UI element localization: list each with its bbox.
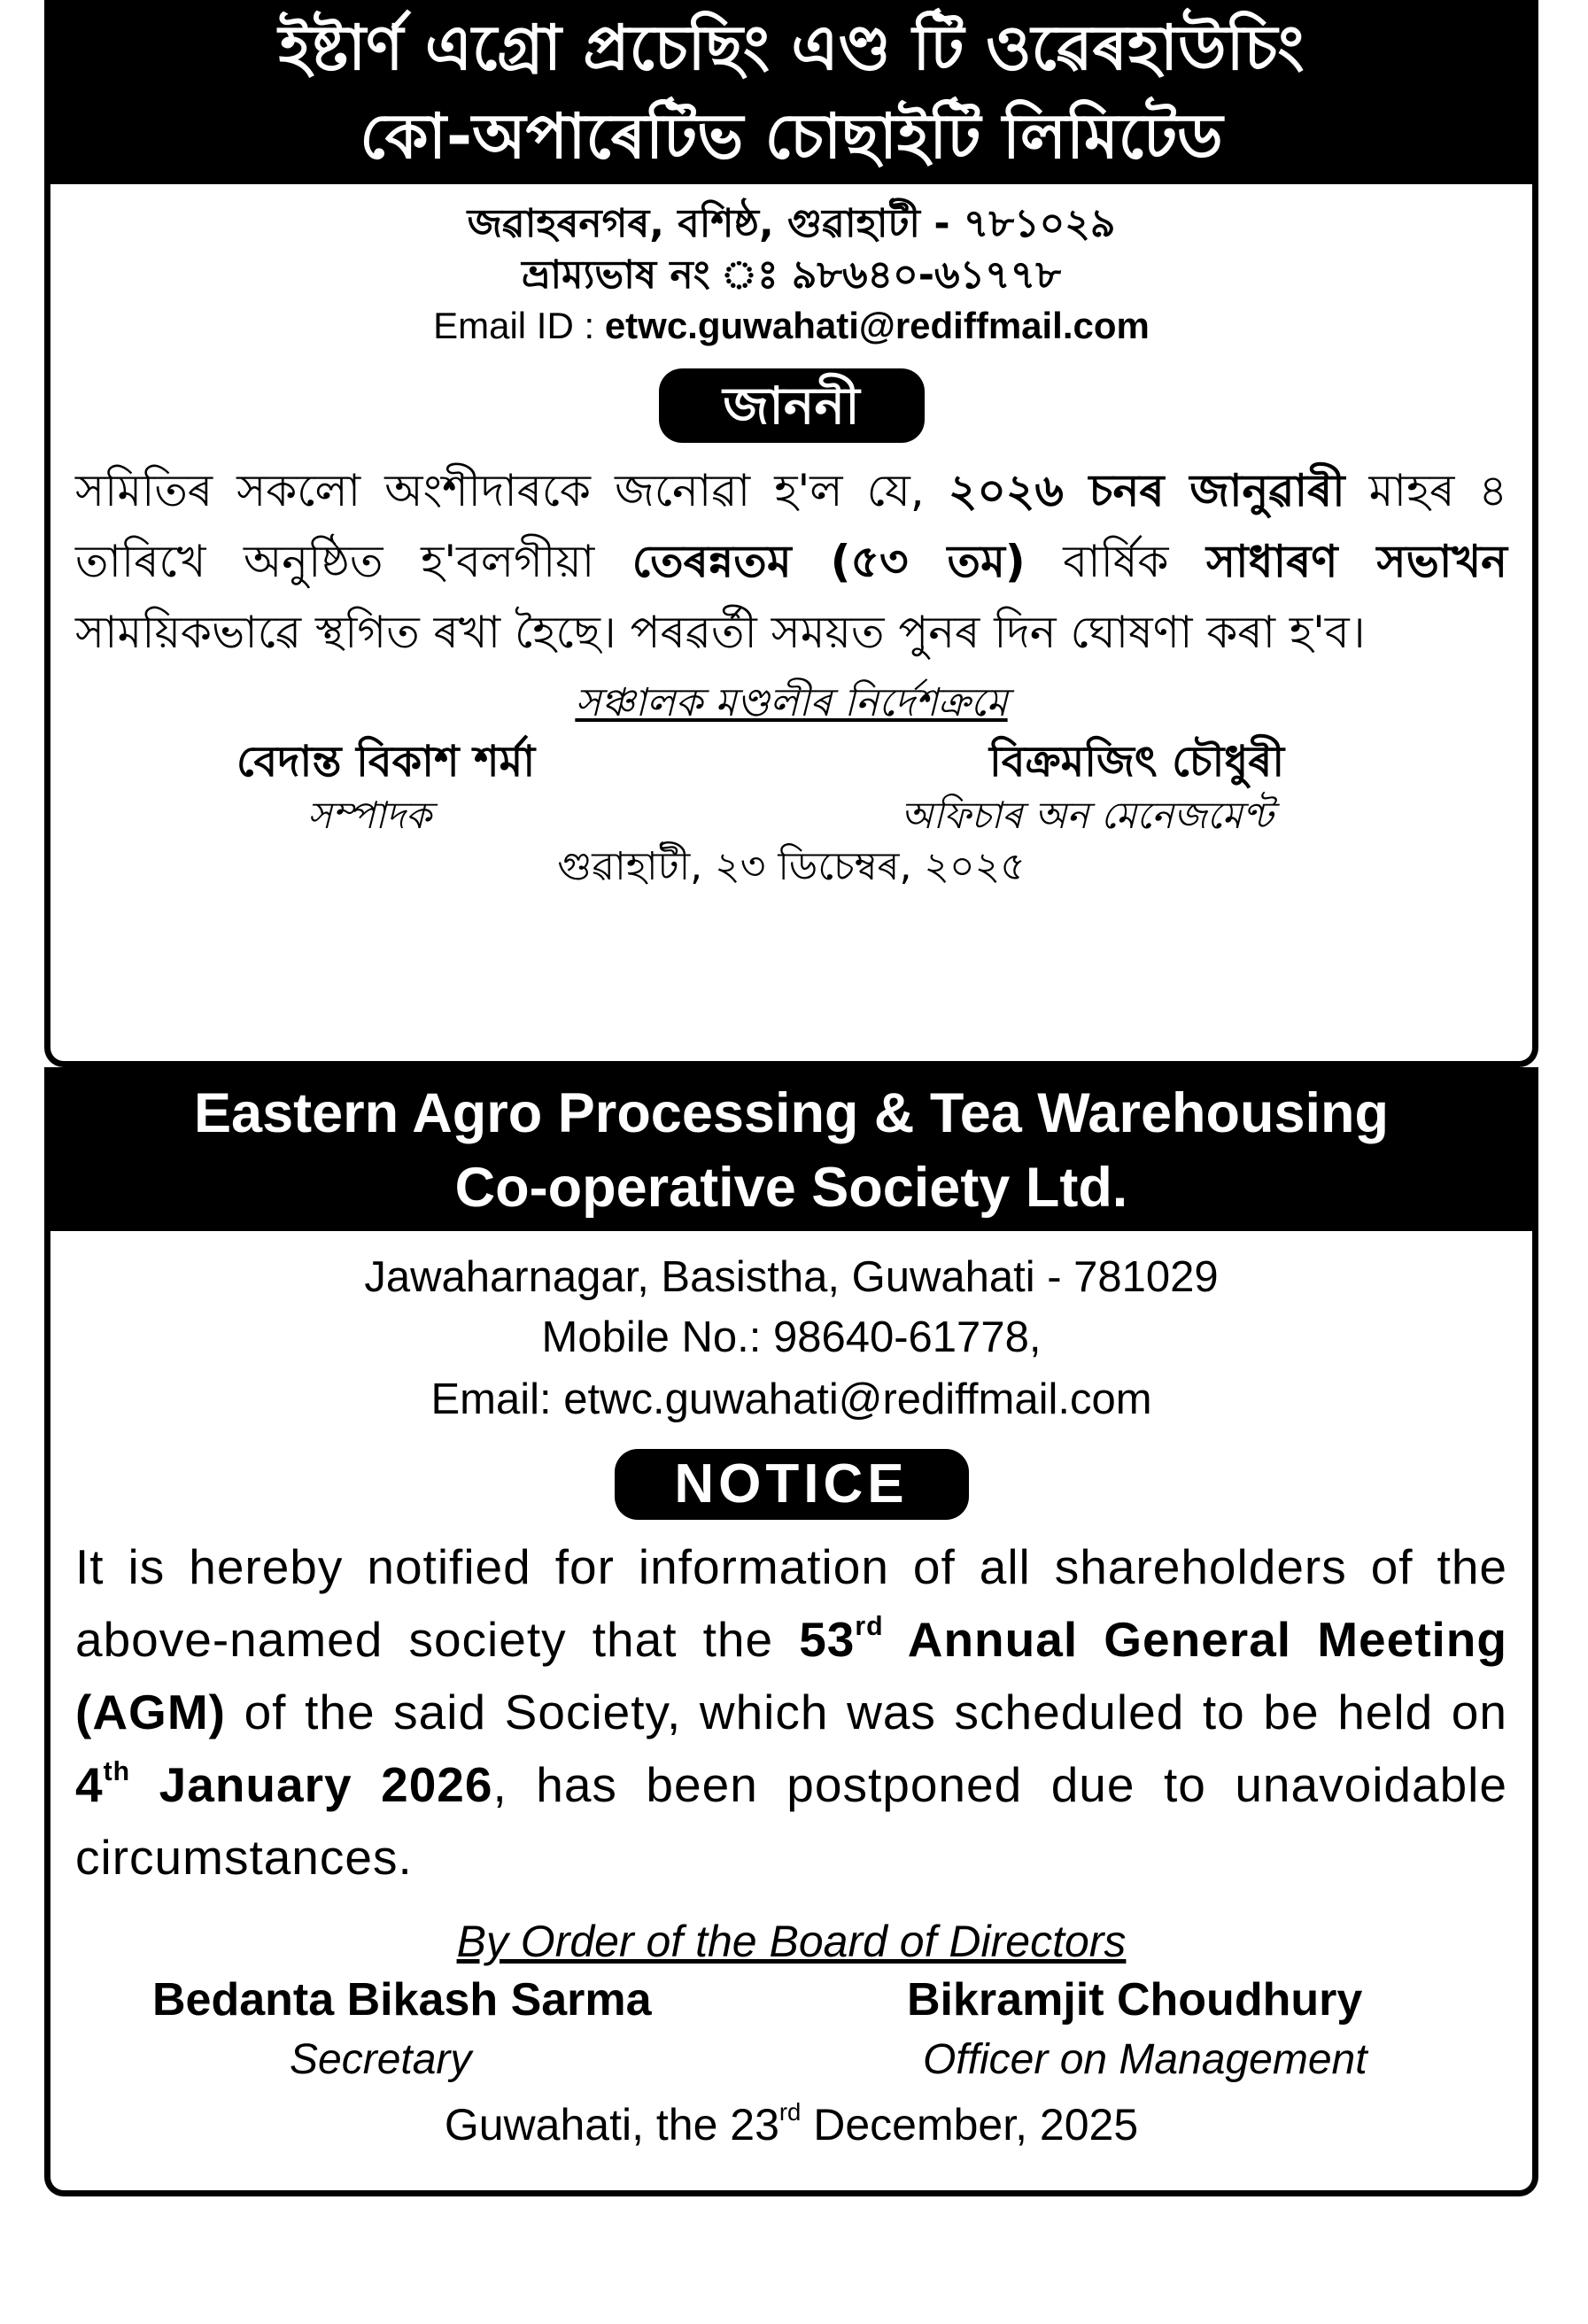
assamese-body-text-4: সাময়িকভাৱে স্থগিত ৰখা হৈছে। পৰৱৰ্তী সময়ত পুনৰ দিন ঘোষণা কৰা হ'ব।	[75, 607, 1366, 658]
assamese-signatory-titles	[50, 786, 1532, 841]
english-title-banner	[44, 1067, 1538, 1231]
english-body-text-1: It is hereby notified for information of all shareholders of the above-named society that the	[75, 1539, 1507, 1667]
english-title-line2: Co-operative Society Ltd.	[454, 1157, 1128, 1219]
assamese-body	[75, 455, 1507, 668]
english-date-text: January 2026	[130, 1757, 493, 1812]
assamese-email: etwc.guwahati@rediffmail.com	[604, 305, 1150, 346]
english-agm-suffix: rd	[855, 1611, 884, 1641]
english-sig1-name: Bedanta Bikash Sarma	[152, 1974, 652, 2026]
assamese-signatory-names	[50, 730, 1532, 786]
assamese-body-bold-2: তেৰন্নতম (৫৩ তম)	[631, 536, 1026, 587]
english-date	[50, 2095, 1532, 2154]
assamese-title-line2: কো-অপাৰেটিভ চোছাইটি লিমিটেড	[360, 100, 1223, 173]
english-mobile: Mobile No.: 98640-61778,	[541, 1313, 1042, 1361]
english-body-date	[75, 1757, 492, 1812]
assamese-body-bold-1: ২০২৬ চনৰ জানুৱাৰী	[948, 465, 1345, 516]
english-by-order: By Order of the Board of Directors	[456, 1917, 1127, 1966]
assamese-sig1-title: সম্পাদক	[307, 794, 432, 837]
assamese-sig1-name: বেদান্ত বিকাশ শৰ্মা	[236, 737, 536, 786]
assamese-sig2-name: বিক্ৰমজিৎ চৌধুৰী	[989, 737, 1285, 786]
assamese-email-line	[50, 301, 1532, 351]
assamese-sig2-title: অফিচাৰ অন মেনেজমেণ্ট	[901, 794, 1274, 837]
english-notice-box	[44, 1067, 1538, 2196]
english-agm-text: Annual General Meeting (AGM)	[75, 1612, 1507, 1739]
english-agm-number: 53	[799, 1612, 856, 1667]
english-sig2-title: Officer on Management	[923, 2036, 1367, 2083]
english-body	[75, 1530, 1507, 1894]
assamese-notice-heading: জাননী	[659, 368, 925, 443]
english-signatory-names	[50, 1973, 1532, 2035]
english-date-post: December, 2025	[801, 2100, 1139, 2150]
assamese-body-text-3: বাৰ্ষিক	[1025, 536, 1207, 587]
assamese-address: জৱাহৰনগৰ, বশিষ্ঠ, গুৱাহাটী - ৭৮১০২৯	[467, 201, 1116, 246]
english-address: Jawaharnagar, Basistha, Guwahati - 781029	[364, 1253, 1219, 1301]
english-date-pre: Guwahati, the 23	[444, 2100, 779, 2150]
assamese-title-banner	[44, 0, 1538, 184]
english-sig2-name: Bikramjit Choudhury	[907, 1974, 1363, 2026]
english-body-text-3: , has been postponed due to unavoidable circumstances.	[75, 1757, 1507, 1885]
assamese-title-line1: ইষ্টাৰ্ণ এগ্ৰো প্ৰচেছিং এণ্ড টি ওৱেৰহাউচিং	[278, 12, 1305, 84]
english-sig1-title: Secretary	[290, 2036, 472, 2083]
english-date-sup: rd	[779, 2098, 802, 2126]
english-date-suffix: th	[103, 1756, 131, 1786]
assamese-body-bold-3: সাধাৰণ সভাখন	[1206, 536, 1508, 587]
assamese-notice-box	[44, 0, 1538, 1067]
english-body-text-2: of the said Society, which was scheduled to be held on	[225, 1685, 1507, 1739]
assamese-phone: ভ্ৰাম্যভাষ নং ঃ ৯৮৬৪০-৬১৭৭৮	[522, 252, 1061, 298]
english-date-number: 4	[75, 1757, 104, 1812]
assamese-by-order: সঞ্চালক মণ্ডলীৰ নিৰ্দেশক্ৰমে	[575, 680, 1008, 725]
assamese-date: গুৱাহাটী, ২৩ ডিচেম্বৰ, ২০২৫	[557, 844, 1026, 889]
english-email: Email: etwc.guwahati@rediffmail.com	[430, 1375, 1152, 1423]
english-title-line1: Eastern Agro Processing & Tea Warehousing	[194, 1082, 1389, 1144]
english-notice-heading: NOTICE	[615, 1449, 969, 1520]
english-signatory-titles	[50, 2035, 1532, 2095]
assamese-body-text-1: সমিতিৰ সকলো অংশীদাৰকে জনোৱা হ'ল যে,	[75, 465, 949, 516]
assamese-email-label: Email ID :	[433, 305, 605, 346]
assamese-body-text-2: মাহৰ ৪ তাৰিখে অনুষ্ঠিত হ'বলগীয়া	[75, 465, 1507, 587]
